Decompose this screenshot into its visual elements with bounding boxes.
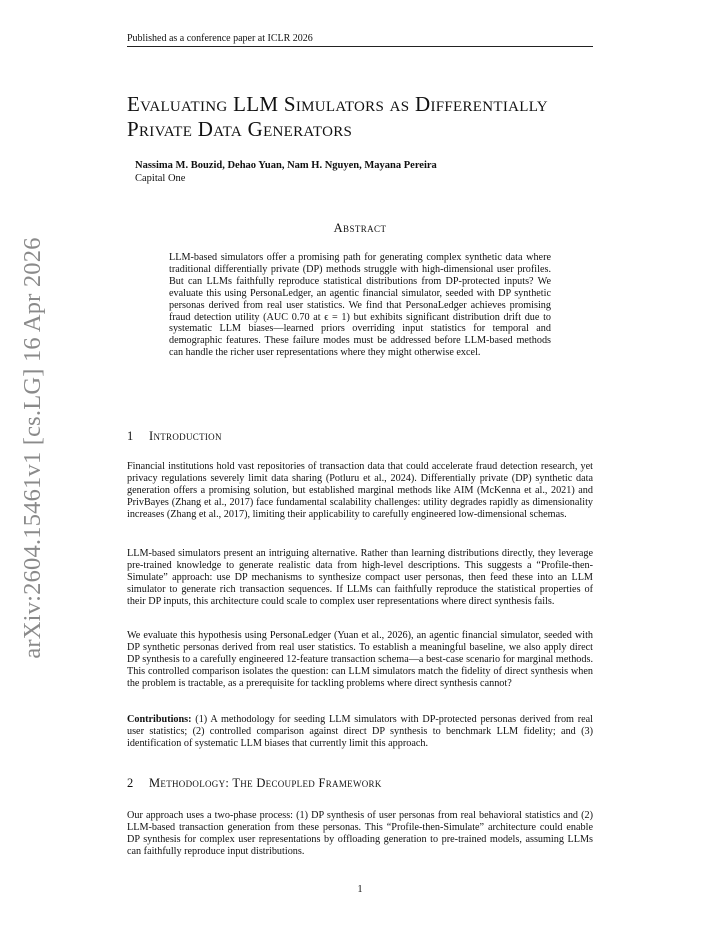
section-number: 1 xyxy=(127,429,134,443)
intro-paragraph-3: We evaluate this hypothesis using PersonaLedger (Yuan et al., 2026), an agentic financial simulator, seeded with DP synthetic personas derived from real user statistics. To establish a meaningful baseline, we also apply direct DP synthesis to a carefully engineered 12-feature transaction schema—a best-case scenario for marginal methods. This controlled comparison isolates the question: can LLM simulators match the fidelity of direct synthesis when the problem is tractable, as a prerequisite for tackling problems where direct synthesis cannot? xyxy=(127,630,593,689)
section-heading-introduction xyxy=(127,429,222,444)
section-heading-methodology xyxy=(127,776,382,791)
author-list: Nassima M. Bouzid, Dehao Yuan, Nam H. Nguyen, Mayana Pereira xyxy=(135,160,437,171)
venue-line: Published as a conference paper at ICLR 2026 xyxy=(127,33,313,44)
intro-paragraph-1: Financial institutions hold vast repositories of transaction data that could accelerate fraud detection research, yet privacy regulations severely limit data sharing (Potluru et al., 2024). Differentially private (DP) synthetic data generation offers a promising solution, but established marginal methods like AIM (McKenna et al., 2021) and PrivBayes (Zhang et al., 2017) face fundamental scalability challenges: utility degrades rapidly as dimensionality increases (Zhang et al., 2017), limiting their applicability to carefully engineered low-dimensional schemas. xyxy=(127,461,593,520)
arxiv-identifier: arXiv:2604.15461v1 [cs.LG] 16 Apr 2026 xyxy=(19,237,46,659)
affiliation: Capital One xyxy=(135,173,186,184)
title-line-2: Private Data Generators xyxy=(127,117,353,141)
title-line-1: Evaluating LLM Simulators as Differentially xyxy=(127,92,548,116)
contributions-label: Contributions: xyxy=(127,714,192,725)
abstract-heading: Abstract xyxy=(333,221,387,235)
contributions-paragraph xyxy=(127,714,593,750)
page-number: 1 xyxy=(357,884,363,895)
methodology-paragraph-1: Our approach uses a two-phase process: (1) DP synthesis of user personas from real behavioral statistics and (2) LLM-based transaction generation from these personas. This “Profile-then-Simulate” architecture could enable DP synthesis for complex user representations by offloading generation to pre-trained models, assuming LLMs can faithfully reproduce input distributions. xyxy=(127,810,593,857)
running-header xyxy=(127,33,593,47)
section-title: Methodology: The Decoupled Framework xyxy=(149,776,382,790)
intro-paragraph-2: LLM-based simulators present an intriguing alternative. Rather than learning distributions directly, they leverage pre-trained knowledge to generate realistic data from high-level descriptions. This suggests a “Profile-then-Simulate” approach: use DP mechanisms to synthesize compact user personas, then feed these into an LLM simulator to generate rich transaction sequences. If LLMs can faithfully reproduce the statistical properties of their DP inputs, this architecture could scale to complex user representations where direct synthesis fails. xyxy=(127,548,593,607)
abstract-text: LLM-based simulators offer a promising path for generating complex synthetic data where traditional differentially private (DP) methods struggle with high-dimensional user profiles. But can LLMs faithfully reproduce statistical distributions from DP-protected inputs? We evaluate this using PersonaLedger, an agentic financial simulator, seeded with DP synthetic personas derived from real user statistics. We find that PersonaLedger achieves promising fraud detection utility (AUC 0.70 at ϵ = 1) but exhibits significant distribution drift due to systematic LLM biases—learned priors overriding input statistics for temporal and demographic features. These failure modes must be addressed before LLM-based methods can handle the richer user representations where they might otherwise excel. xyxy=(169,252,551,359)
section-number: 2 xyxy=(127,776,134,790)
contributions-text: (1) A methodology for seeding LLM simulators with DP-protected personas derived from real user statistics; (2) controlled comparison against direct DP synthesis to benchmark LLM fidelity; and (3) identification of systematic LLM biases that currently limit this approach. xyxy=(127,714,593,749)
section-title: Introduction xyxy=(149,429,222,443)
paper-title xyxy=(127,92,607,142)
